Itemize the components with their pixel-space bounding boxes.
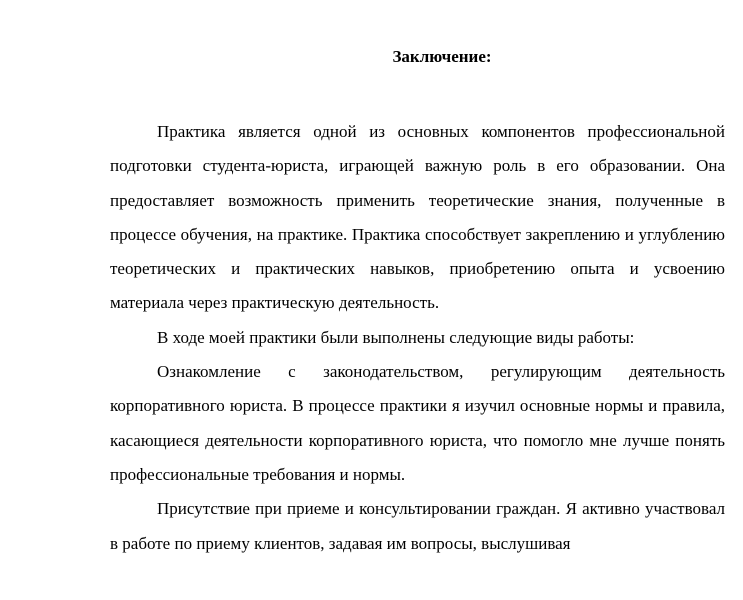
document-body (110, 115, 725, 561)
paragraph-practice-role: Практика является одной из основных компонентов профессиональной подготовки студента-юриста, играющей важную роль в его образовании. Она предоставляет возможность применить теоретические знания, полученные в процессе обучения, на практике. Практика способствует закреплению и углублению теоретических и практических навыков, приобретению опыта и усвоению материала через практическую деятельность. (110, 122, 725, 313)
paragraph-work-types-intro: В ходе моей практики были выполнены следующие виды работы: (157, 327, 635, 347)
document-title: Заключение: (392, 47, 492, 66)
paragraph-client-consultation: Присутствие при приеме и консультировании граждан. Я активно участвовал в работе по приему клиентов, задавая им вопросы, выслушивая (110, 499, 725, 553)
paragraph-legislation-review: Ознакомление с законодательством, регулирующим деятельность корпоративного юриста. В процессе практики я изучил основные нормы и правила, касающиеся деятельности корпоративного юриста, что помогло мне лучше понять профессиональные требования и нормы. (110, 362, 725, 484)
